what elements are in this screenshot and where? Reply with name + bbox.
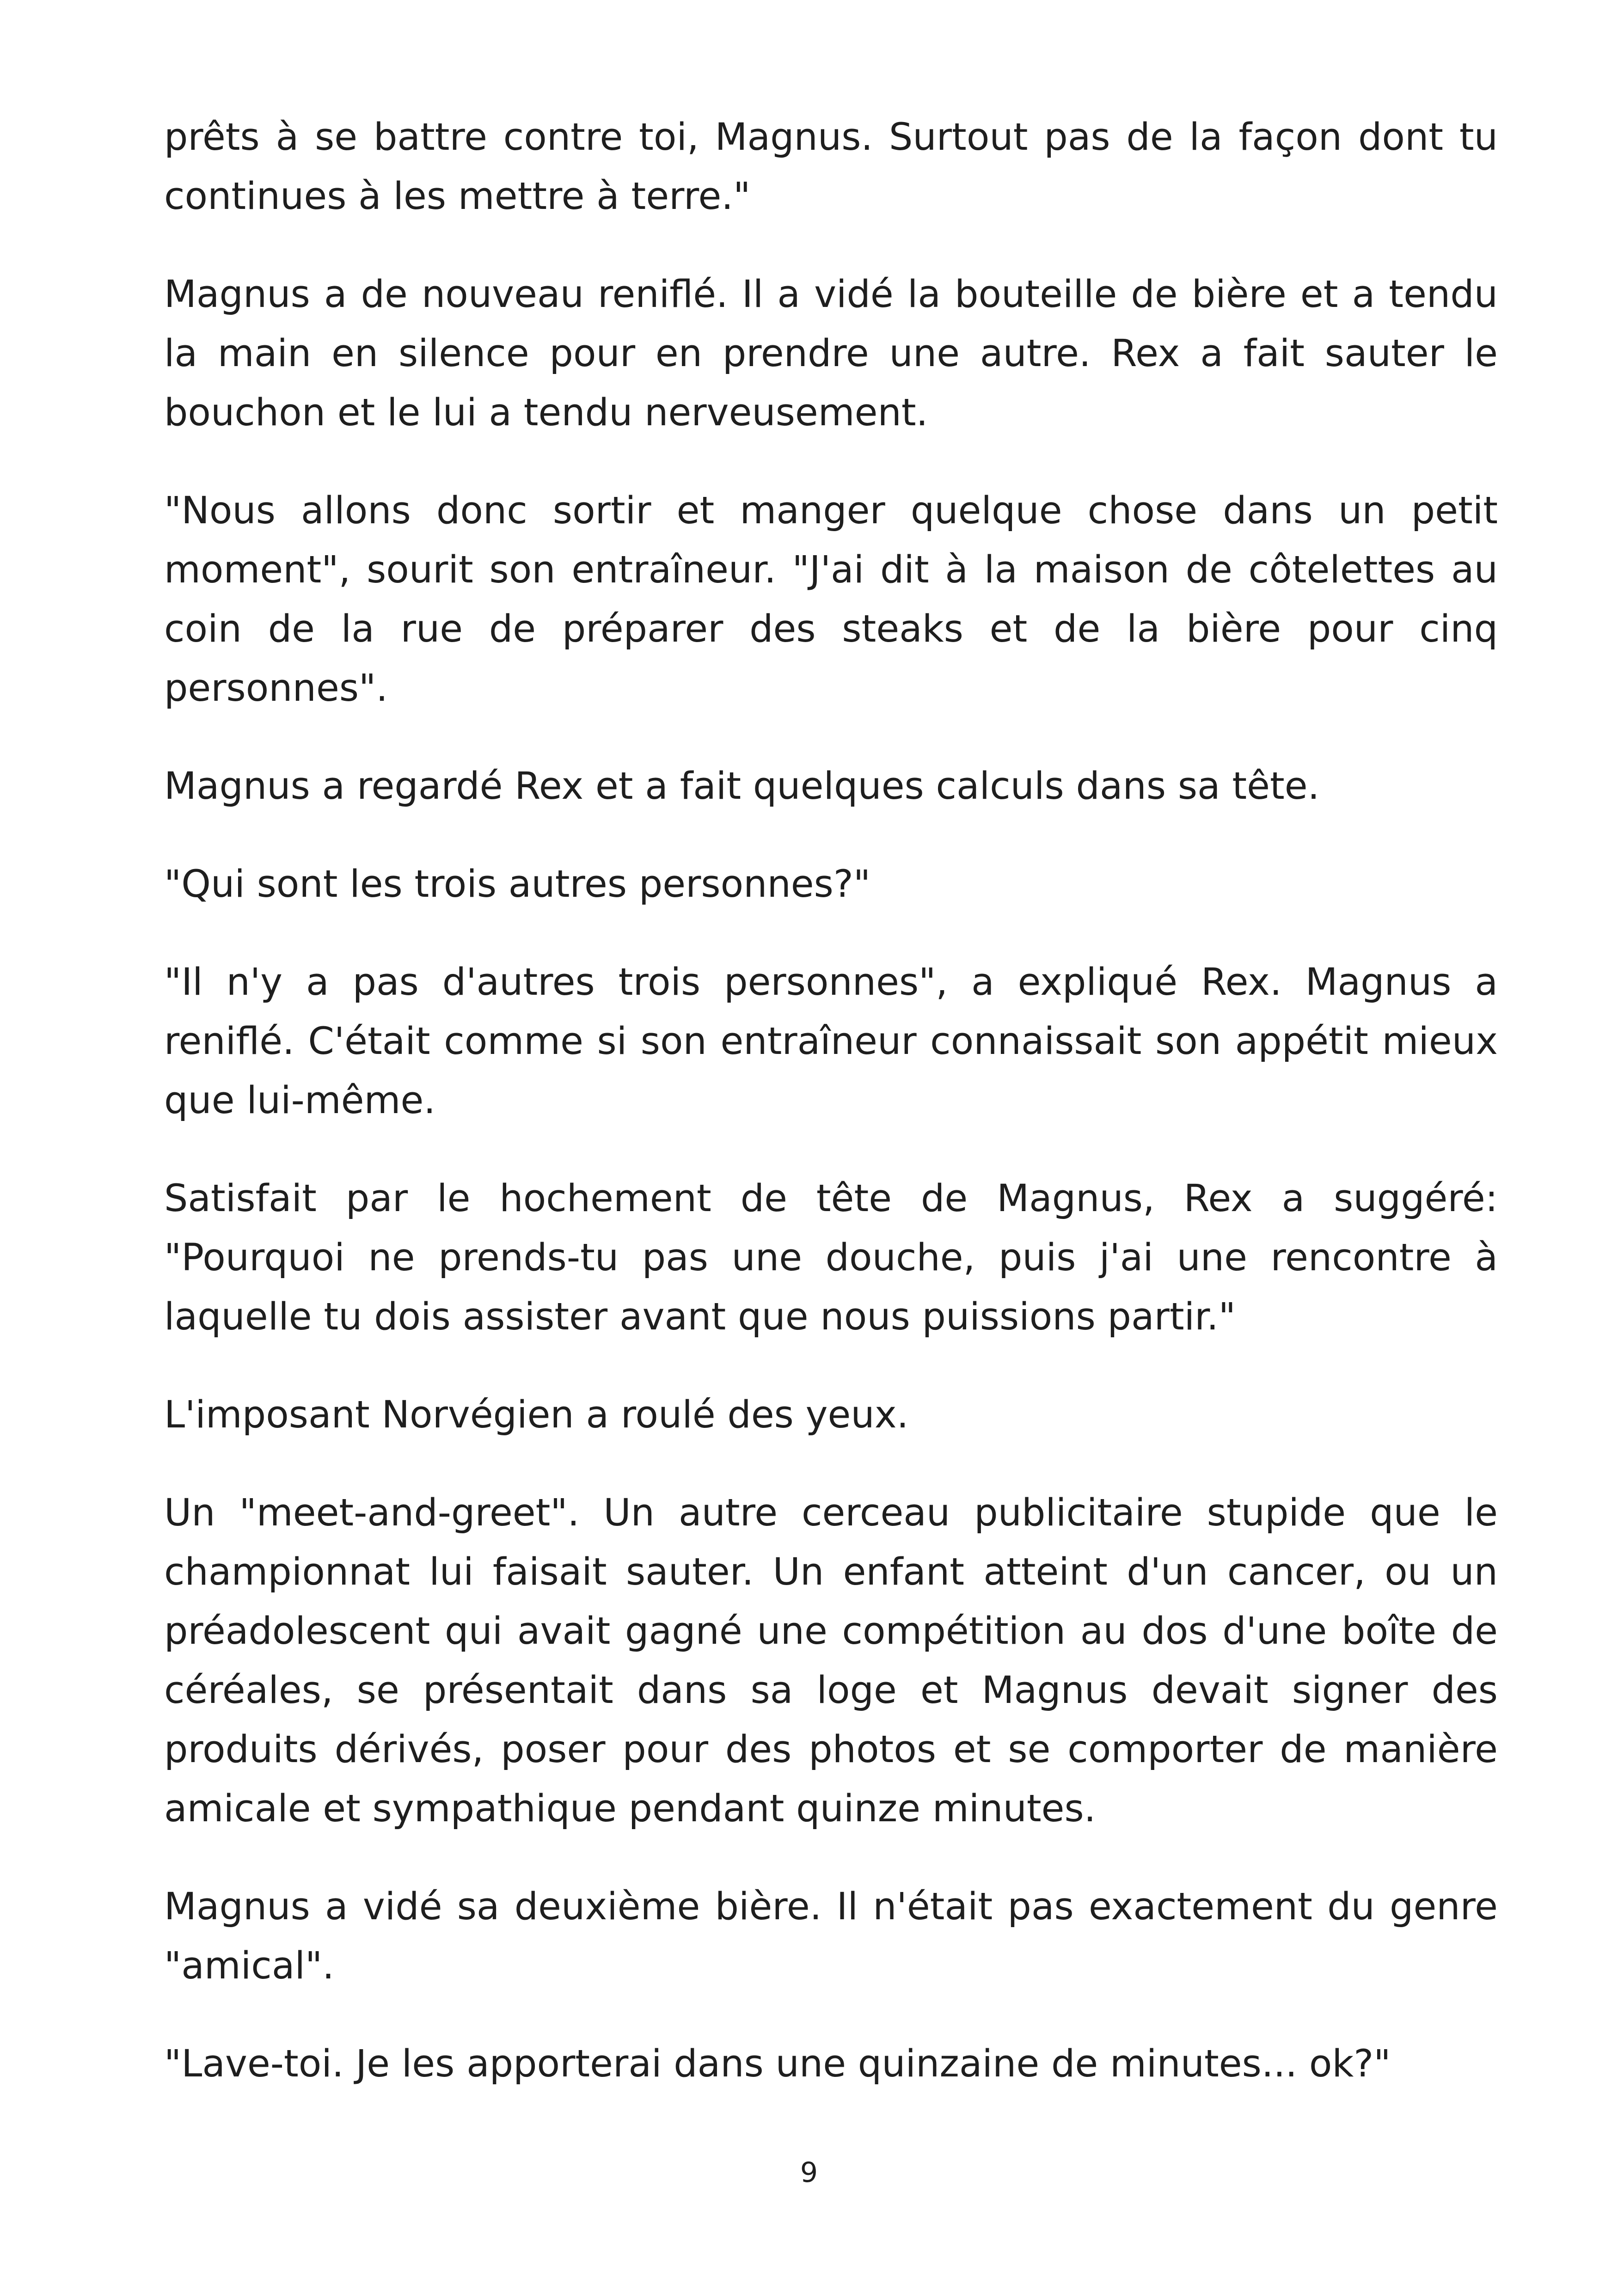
paragraph-2: Magnus a de nouveau reniflé. Il a vidé la bouteille de bière et a tendu la main en silence pour en prendre une autre. Rex a fait sauter le bouchon et le lui a tendu nerveusement. — [164, 273, 1498, 435]
paragraph-9: Un "meet-and-greet". Un autre cerceau publicitaire stupide que le championnat lui faisait sauter. Un enfant atteint d'un cancer, ou un préadolescent qui avait gagné une compétition au dos d'une boîte de céréales, se présentait dans sa loge et Magnus devait signer des produits dérivés, poser pour des photos et se comporter de manière amicale et sympathique pendant quinze minutes. — [164, 1491, 1498, 1831]
page-number: 9 — [800, 2156, 818, 2189]
paragraph-4: Magnus a regardé Rex et a fait quelques calculs dans sa tête. — [164, 765, 1320, 808]
paragraph-1: prêts à se battre contre toi, Magnus. Surtout pas de la façon dont tu continues à les mettre à terre." — [164, 116, 1498, 218]
paragraph-11: "Lave-toi. Je les apporterai dans une quinzaine de minutes... ok?" — [164, 2042, 1391, 2086]
paragraph-8: L'imposant Norvégien a roulé des yeux. — [164, 1393, 909, 1437]
body-text — [164, 108, 1498, 2132]
paragraph-3: "Nous allons donc sortir et manger quelque chose dans un petit moment", sourit son entraîneur. "J'ai dit à la maison de côtelettes au coin de la rue de préparer des steaks et de la bière pour cinq personnes". — [164, 489, 1498, 710]
paragraph-5: "Qui sont les trois autres personnes?" — [164, 863, 871, 906]
paragraph-10: Magnus a vidé sa deuxième bière. Il n'était pas exactement du genre "amical". — [164, 1885, 1498, 1988]
paragraph-6: "Il n'y a pas d'autres trois personnes", a expliqué Rex. Magnus a reniflé. C'était comme si son entraîneur connaissait son appétit mieux que lui-même. — [164, 961, 1498, 1122]
paragraph-7: Satisfait par le hochement de tête de Magnus, Rex a suggéré: "Pourquoi ne prends-tu pas une douche, puis j'ai une rencontre à laquelle tu dois assister avant que nous puissions partir." — [164, 1177, 1498, 1339]
